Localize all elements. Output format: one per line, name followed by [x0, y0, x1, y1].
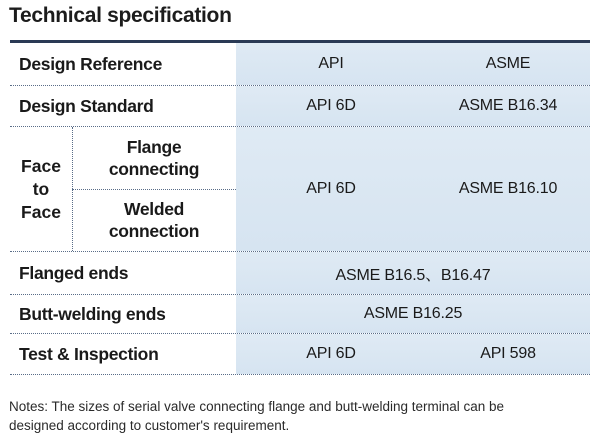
notes	[9, 397, 594, 435]
welded-connection-label: Welded connection	[108, 199, 200, 241]
notes-line1: Notes: The sizes of serial valve connecting flange and butt-welding terminal can be	[9, 399, 505, 414]
row-butt-welding-ends	[10, 295, 590, 334]
test-inspection-label: Test & Inspection	[19, 343, 159, 364]
flange-connecting-label: Flange connecting	[108, 137, 200, 179]
row-test-inspection	[10, 334, 590, 375]
design-standard-api: API 6D	[306, 97, 356, 114]
row-design-reference	[10, 43, 590, 86]
design-standard-asme: ASME B16.34	[458, 97, 558, 114]
design-standard-label: Design Standard	[19, 95, 154, 116]
test-inspection-api: API 6D	[306, 345, 356, 362]
design-reference-label: Design Reference	[19, 53, 163, 74]
butt-welding-ends-value: ASME B16.25	[363, 305, 463, 322]
row-design-standard	[10, 86, 590, 127]
face-to-face-line1: Face	[21, 155, 61, 176]
row-face-to-face	[10, 127, 590, 252]
face-to-face-label	[10, 127, 72, 251]
face-to-face-line2: to	[32, 178, 50, 199]
butt-welding-ends-label: Butt-welding ends	[19, 303, 166, 324]
notes-line2: designed according to customer's requirement.	[9, 418, 290, 433]
face-to-face-line3: Face	[21, 201, 61, 222]
flanged-ends-label: Flanged ends	[19, 262, 129, 283]
design-reference-asme: ASME	[485, 55, 531, 72]
design-reference-api: API	[318, 55, 344, 72]
row-flanged-ends	[10, 252, 590, 295]
face-to-face-asme: ASME B16.10	[458, 180, 558, 197]
face-to-face-api: API 6D	[306, 180, 356, 197]
flanged-ends-value: ASME B16.5、B16.47	[335, 266, 491, 284]
spec-table	[10, 40, 590, 375]
page-title: Technical specification	[9, 4, 232, 27]
test-inspection-asme: API 598	[480, 345, 536, 362]
